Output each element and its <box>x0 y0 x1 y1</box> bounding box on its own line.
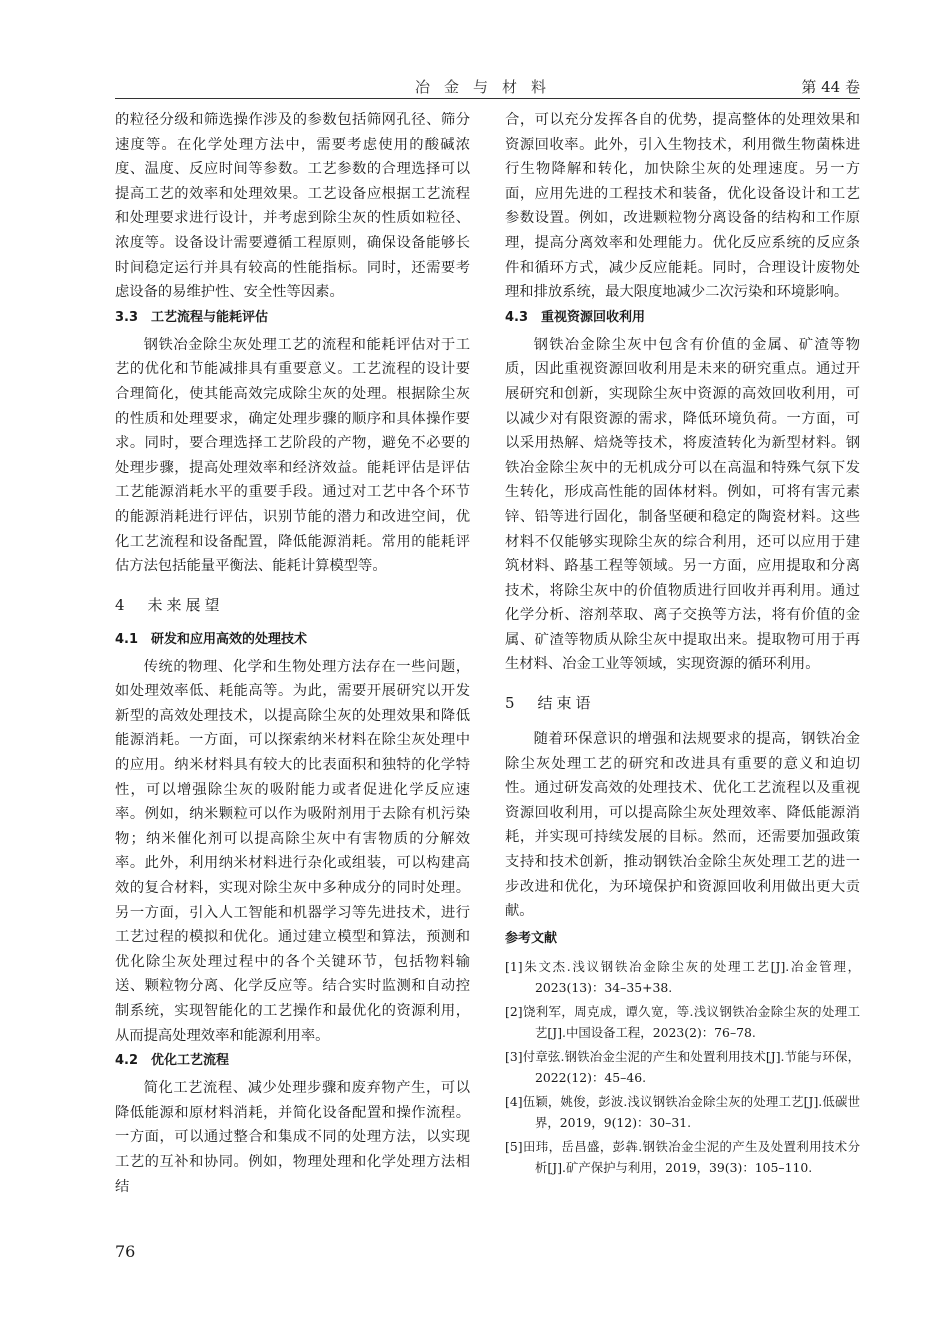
section-heading-4-2: 4.2 优化工艺流程 <box>115 1053 230 1069</box>
paragraph: 合，可以充分发挥各自的优势，提高整体的处理效果和资源回收率。此外，引入生物技术，利用微生物菌株进行生物降解和转化，加快除尘灰的处理速度。另一方面，应用先进的工程技术和装备，优化设备设计和工艺参数设置。例如，改进颗粒物分离设备的结构和工作原理，提高分离效率和处理能力。优化反应系统的反应条件和循环方式，减少反应能耗。同时，合理设计废物处理和排放系统，最大限度地减少二次污染和环境影响。 <box>505 112 860 301</box>
paragraph: 随着环保意识的增强和法规要求的提高，钢铁冶金除尘灰处理工艺的研究和改进具有重要的意义和迫切性。通过研发高效的处理技术、优化工艺流程以及重视资源回收利用，可以提高除尘灰处理效率、降低能源消耗，并实现可持续发展的目标。然而，还需要加强政策支持和技术创新，推动钢铁冶金除尘灰处理工艺的进一步改进和优化，为环境保护和资源回收利用做出更大贡献。 <box>505 731 860 920</box>
section-heading-4-1: 4.1 研发和应用高效的处理技术 <box>115 631 308 647</box>
reference-item: [2]饶利军，周克成，谭久宽，等.浅议钢铁冶金除尘灰的处理工艺[J].中国设备工程，2023(2)：76–78. <box>505 1003 860 1041</box>
section-heading-4: 4 未来展望 <box>115 595 224 614</box>
section-heading-3-3: 3.3 工艺流程与能耗评估 <box>115 309 269 325</box>
paragraph: 的粒径分级和筛选操作涉及的参数包括筛网孔径、筛分速度等。在化学处理方法中，需要考虑使用的酸碱浓度、温度、反应时间等参数。工艺参数的合理选择可以提高工艺的效率和处理效果。工艺设备应根据工艺流程和处理要求进行设计，并考虑到除尘灰的性质如粒径、浓度等。设备设计需要遵循工程原则，确保设备能够长时间稳定运行并具有较高的性能指标。同时，还需要考虑设备的易维护性、安全性等因素。 <box>115 112 470 301</box>
reference-item: [3]付章弦.钢铁冶金尘泥的产生和处置利用技术[J].节能与环保，2022(12)：45–46. <box>505 1048 860 1086</box>
running-header <box>115 70 860 99</box>
journal-title: 冶金与材料 <box>414 78 560 96</box>
reference-item: [5]田玮，岳昌盛，彭犇.钢铁冶金尘泥的产生及处置利用技术分析[J].矿产保护与利用，2019，39(3)：105–110. <box>505 1138 860 1176</box>
paragraph: 简化工艺流程、减少处理步骤和废弃物产生，可以降低能源和原材料消耗，并简化设备配置和操作流程。一方面，可以通过整合和集成不同的处理方法，以实现工艺的互补和协同。例如，物理处理和化学处理方法相结 <box>115 1080 470 1195</box>
reference-item: [1]朱文杰.浅议钢铁冶金除尘灰的处理工艺[J].冶金管理，2023(13)：34–35+38. <box>505 958 860 996</box>
left-column <box>115 108 470 1199</box>
section-heading-5: 5 结束语 <box>505 694 595 713</box>
paragraph: 钢铁冶金除尘灰处理工艺的流程和能耗评估对于工艺的优化和节能减排具有重要意义。工艺流程的设计要合理简化，使其能高效完成除尘灰的处理。根据除尘灰的性质和处理要求，确定处理步骤的顺序和具体操作要求。同时，要合理选择工艺阶段的产物，避免不必要的处理步骤，提高处理效率和经济效益。能耗评估是评估工艺能源消耗水平的重要手段。通过对工艺中各个环节的能源消耗进行评估，识别节能的潜力和改进空间，优化工艺流程和设备配置，降低能源消耗。常用的能耗评估方法包括能量平衡法、能耗计算模型等。 <box>115 336 470 575</box>
right-column <box>505 108 860 1181</box>
page-number: 76 <box>115 1242 136 1261</box>
references-heading: 参考文献 <box>505 930 558 946</box>
paragraph: 传统的物理、化学和生物处理方法存在一些问题，如处理效率低、耗能高等。为此，需要开展研究以开发新型的高效处理技术，以提高除尘灰的处理效果和降低能源消耗。一方面，可以探索纳米材料在除尘灰处理中的应用。纳米材料具有较大的比表面积和独特的化学特性，可以增强除尘灰的吸附能力或者促进化学反应速率。例如，纳米颗粒可以作为吸附剂用于去除有机污染物；纳米催化剂可以提高除尘灰中有害物质的分解效率。此外，利用纳米材料进行杂化或组装，可以构建高效的复合材料，实现对除尘灰中多种成分的同时处理。另一方面，引入人工智能和机器学习等先进技术，进行工艺过程的模拟和优化。通过建立模型和算法，预测和优化除尘灰处理过程中的各个关键环节，包括物料输送、颗粒物分离、化学反应等。结合实时监测和自动控制系统，实现智能化的工艺操作和最优化的资源利用，从而提高处理效率和能源利用率。 <box>115 658 470 1044</box>
volume-label: 第 44 卷 <box>801 78 860 96</box>
paragraph: 钢铁冶金除尘灰中包含有价值的金属、矿渣等物质，因此重视资源回收利用是未来的研究重点。通过开展研究和创新，实现除尘灰中资源的高效回收利用，可以减少对有限资源的需求，降低环境负荷。一方面，可以采用热解、焙烧等技术，将废渣转化为新型材料。钢铁冶金除尘灰中的无机成分可以在高温和特殊气氛下发生转化，形成高性能的固体材料。例如，可将有害元素锌、铅等进行固化，制备坚硬和稳定的陶瓷材料。这些材料不仅能够实现除尘灰的综合利用，还可以应用于建筑材料、路基工程等领域。另一方面，应用提取和分离技术，将除尘灰中的价值物质进行回收并再利用。通过化学分析、溶剂萃取、离子交换等方法，将有价值的金属、矿渣等物质从除尘灰中提取出来。提取物可用于再生材料、冶金工业等领域，实现资源的循环利用。 <box>505 336 860 673</box>
section-heading-4-3: 4.3 重视资源回收利用 <box>505 309 646 325</box>
reference-item: [4]伍颖，姚俊，彭波.浅议钢铁冶金除尘灰的处理工艺[J].低碳世界，2019，9(12)：30–31. <box>505 1093 860 1131</box>
